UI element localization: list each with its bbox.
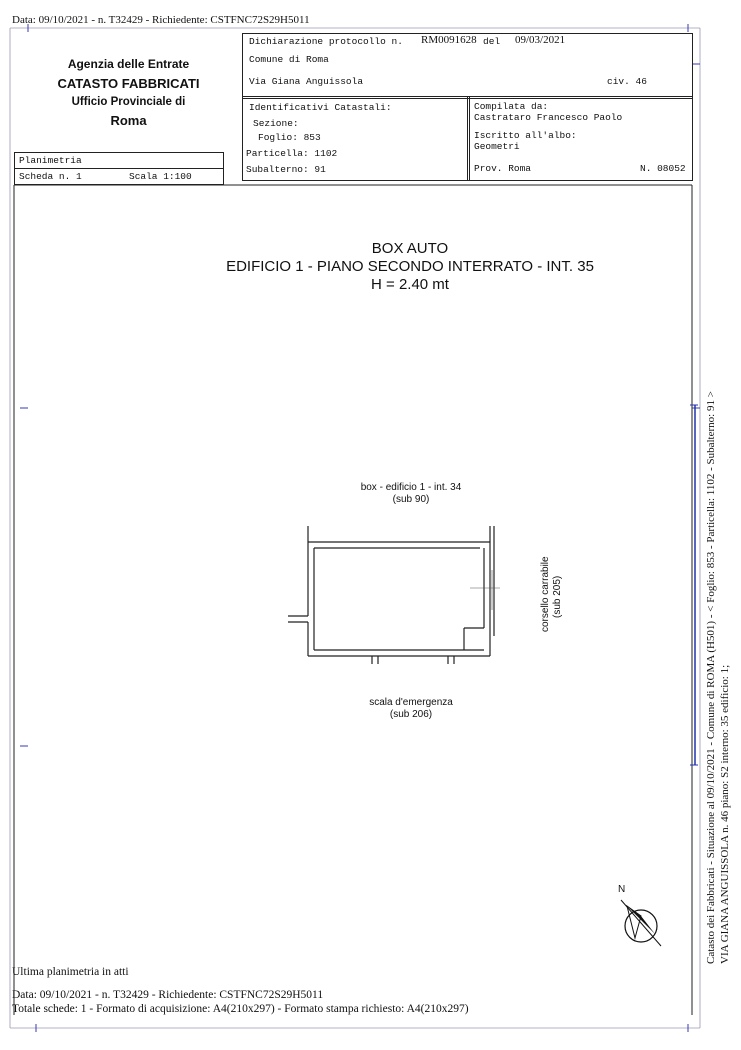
emergency-stair-sub: (sub 206) — [389, 709, 433, 720]
north-arrow-icon — [605, 884, 675, 954]
sheet-type: Planimetria — [19, 155, 82, 166]
north-label: N — [618, 884, 626, 895]
registration-number: N. 08052 — [640, 163, 686, 174]
protocol-number: RM0091628 — [421, 34, 477, 46]
protocol-label: Dichiarazione protocollo n. — [249, 36, 403, 47]
albo-value: Geometri — [474, 141, 520, 152]
driveway-sub: (sub 205) — [552, 575, 563, 618]
identifiers-box — [242, 96, 470, 181]
date-label: del — [483, 36, 501, 47]
plan-title-location: EDIFICIO 1 - PIANO SECONDO INTERRATO - INT. 35 — [226, 258, 594, 275]
scale: Scala 1:100 — [129, 171, 192, 182]
civic-number: civ. 46 — [607, 76, 647, 87]
neighbor-box-sub: (sub 90) — [392, 494, 430, 505]
identifiers-heading: Identificativi Catastali: — [249, 102, 392, 113]
scheda-number: Scheda n. 1 — [19, 171, 82, 182]
sezione: Sezione: — [253, 118, 299, 129]
driveway-label: corsello carrabile — [540, 556, 551, 632]
compiler-name: Castrataro Francesco Paolo — [474, 112, 623, 123]
emergency-stair-label: scala d'emergenza — [369, 697, 453, 708]
footer-line1: Data: 09/10/2021 - n. T32429 - Richiedente: CSTFNC72S29H5011 — [12, 989, 324, 1001]
compiled-box — [467, 96, 693, 181]
declaration-box — [242, 33, 693, 99]
sheet-info-box — [14, 152, 224, 185]
catasto-title: CATASTO FABBRICATI — [57, 76, 200, 91]
agency-name: Agenzia delle Entrate — [67, 57, 190, 71]
albo-label: Iscritto all'albo: — [474, 130, 577, 141]
office-label: Ufficio Provinciale di — [71, 96, 186, 108]
floor-plan — [280, 520, 500, 670]
province: Prov. Roma — [474, 163, 532, 174]
plan-title-height: H = 2.40 mt — [371, 276, 449, 293]
address: Via Giana Anguissola — [249, 76, 364, 87]
side-text-line2: VIA GIANA ANGUISSOLA n. 46 piano: S2 interno: 35 edificio: 1; — [719, 664, 731, 964]
side-text-line1: Catasto dei Fabbricati - Situazione al 09/10/2021 - Comune di ROMA (H501) - < Foglio: 853 - Particella: 1102 - Subalterno: 91 > — [705, 391, 717, 964]
neighbor-box-label: box - edificio 1 - int. 34 — [360, 482, 462, 493]
plan-title-type: BOX AUTO — [371, 240, 449, 257]
comune: Comune di Roma — [249, 54, 329, 65]
protocol-date: 09/03/2021 — [515, 34, 566, 46]
foglio: Foglio: 853 — [258, 132, 321, 143]
particella: Particella: 1102 — [246, 148, 338, 159]
header-line: Data: 09/10/2021 - n. T32429 - Richiedente: CSTFNC72S29H5011 — [12, 14, 310, 26]
office-city: Roma — [110, 113, 147, 128]
footer-line2: Totale schede: 1 - Formato di acquisizione: A4(210x297) - Formato stampa richiesto: A4(210x297) — [12, 1003, 469, 1015]
compiled-heading: Compilata da: — [474, 101, 549, 112]
last-plan-note: Ultima planimetria in atti — [12, 966, 129, 978]
subalterno: Subalterno: 91 — [246, 164, 326, 175]
sheet-divider — [15, 168, 223, 169]
